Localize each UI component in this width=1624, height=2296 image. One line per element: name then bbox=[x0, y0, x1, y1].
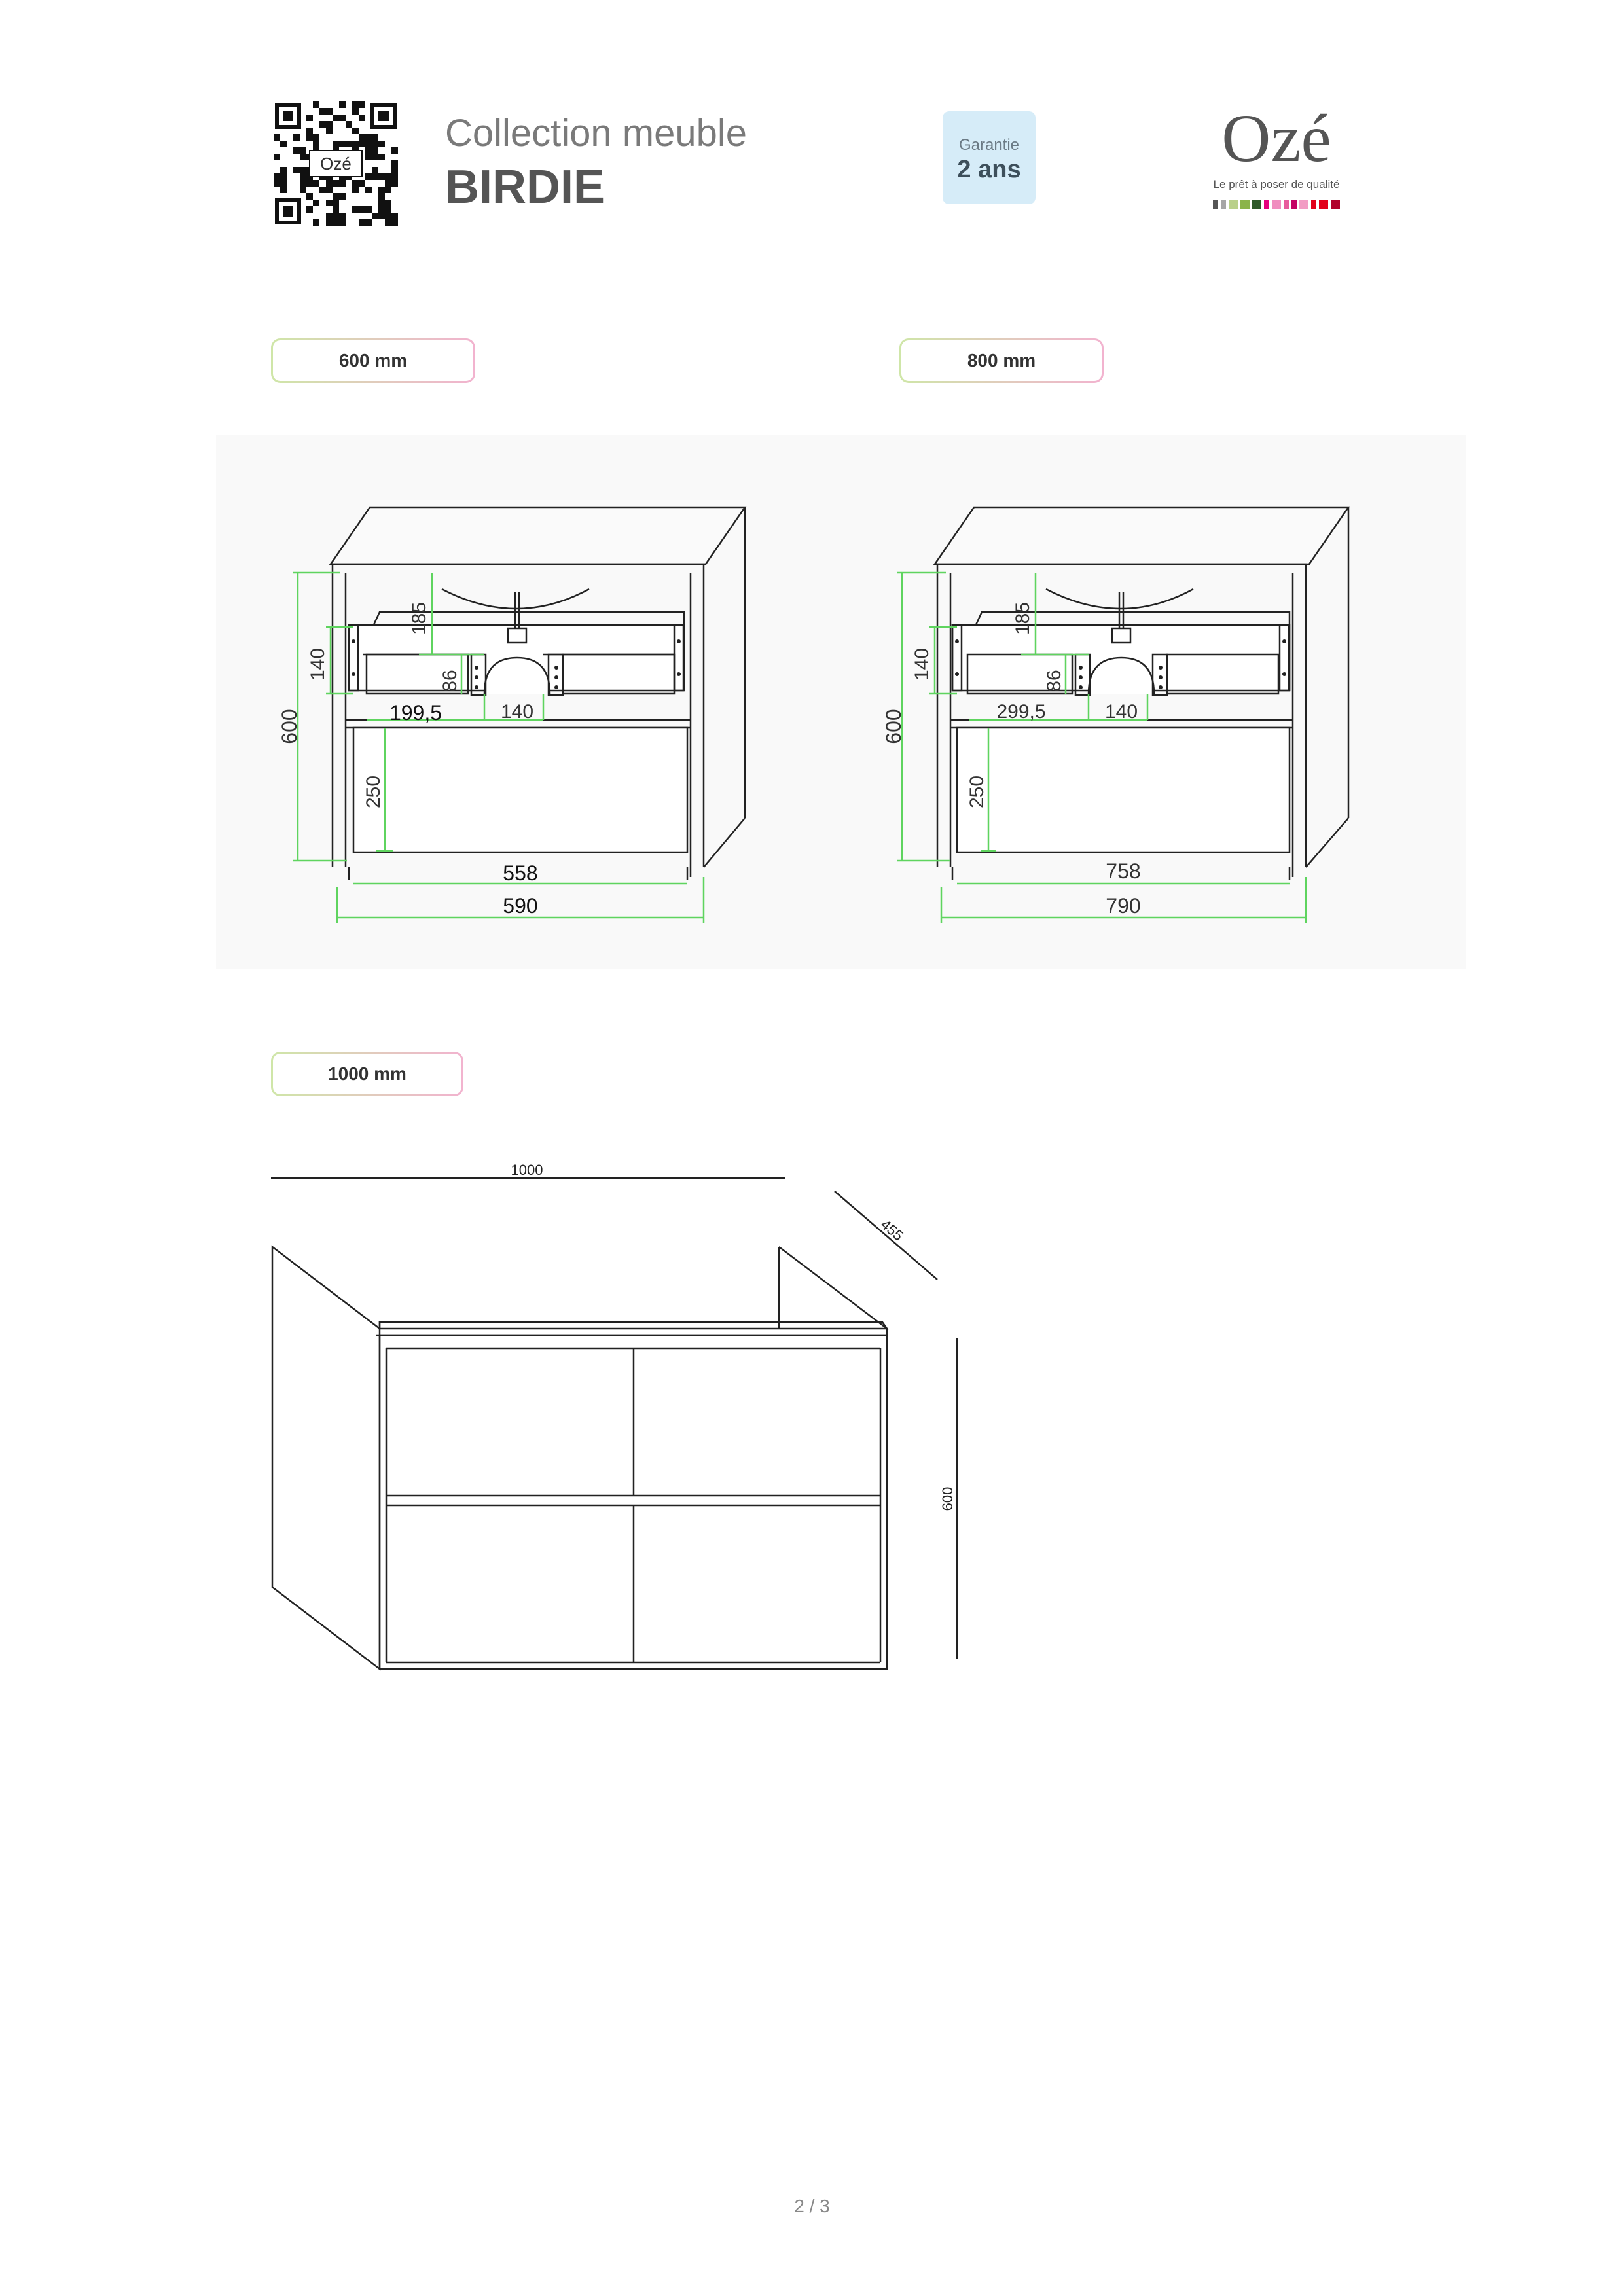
dim-600-drawer-width: 199,5 bbox=[389, 701, 442, 725]
dim-600-siphon-width: 140 bbox=[500, 701, 534, 723]
product-name: BIRDIE bbox=[445, 161, 605, 213]
dim-600-height-siphon: 86 bbox=[439, 670, 461, 692]
dim-800-siphon-width: 140 bbox=[1104, 701, 1138, 723]
dim-600-inner-width: 558 bbox=[503, 861, 538, 885]
dim-800-height-top: 185 bbox=[1012, 601, 1034, 636]
dim-800-height-siphon: 86 bbox=[1043, 670, 1065, 692]
dim-800-height-total: 600 bbox=[882, 709, 905, 744]
size-badge-800-label: 800 mm bbox=[901, 340, 1102, 381]
dim-600-outer-width: 590 bbox=[503, 894, 538, 918]
dim-800-inner-width: 758 bbox=[1106, 859, 1141, 883]
dim-600-height-lower: 250 bbox=[363, 775, 384, 809]
dim-1000-width: 1000 bbox=[511, 1162, 543, 1178]
collection-label: Collection meuble bbox=[445, 112, 748, 154]
size-badge-1000-label: 1000 mm bbox=[273, 1054, 461, 1094]
dim-800-height-drawer: 140 bbox=[911, 647, 933, 681]
dim-800-drawer-width: 299,5 bbox=[996, 701, 1046, 723]
dim-1000-height: 600 bbox=[939, 1486, 956, 1511]
size-badge-1000 bbox=[271, 1052, 463, 1096]
size-badge-600-label: 600 mm bbox=[273, 340, 473, 381]
dim-800-height-lower: 250 bbox=[966, 775, 988, 809]
dim-800-outer-width: 790 bbox=[1106, 894, 1141, 918]
dim-1000-depth: 455 bbox=[877, 1215, 907, 1244]
qr-center-label: Ozé bbox=[320, 154, 352, 173]
technical-drawing-800 bbox=[0, 0, 1624, 982]
technical-drawing-1000 bbox=[0, 1113, 1624, 1702]
dim-600-height-total: 600 bbox=[278, 709, 301, 744]
brand-name: Ozé bbox=[1221, 101, 1331, 176]
brand-tagline: Le prêt à poser de qualité bbox=[1213, 178, 1340, 190]
page-number: 2 / 3 bbox=[794, 2196, 830, 2216]
dim-600-height-top: 185 bbox=[408, 601, 430, 636]
warranty-label: Garantie bbox=[958, 136, 1020, 154]
warranty-value: 2 ans bbox=[957, 156, 1021, 183]
dim-600-height-drawer: 140 bbox=[307, 647, 329, 681]
